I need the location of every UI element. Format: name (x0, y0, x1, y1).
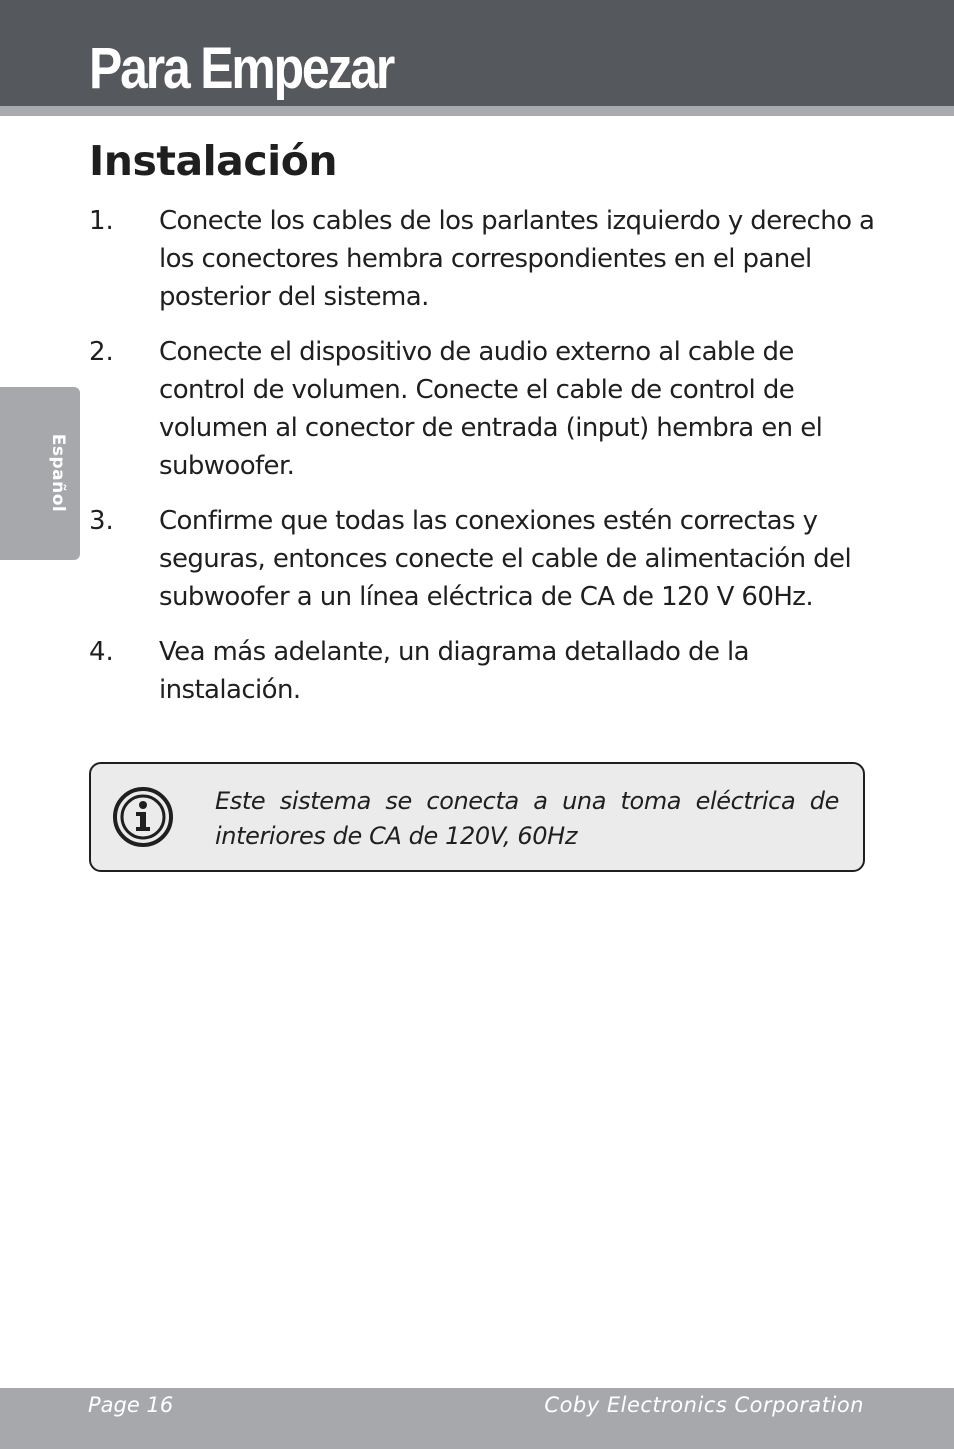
step-text: Conecte el dispositivo de audio externo al cable de control de volumen. Conecte el cable de control de volumen al conector de entrada (input) hembra en el subwoofer. (159, 337, 823, 481)
chapter-title: Para Empezar (89, 36, 394, 101)
step-item (89, 202, 879, 316)
step-number: 2. (89, 337, 114, 367)
note-text: Este sistema se conecta a una toma eléctrica de interiores de CA de 120V, 60Hz (215, 787, 839, 850)
step-number: 4. (89, 637, 114, 667)
step-item (89, 633, 879, 709)
installation-steps (89, 202, 879, 726)
language-side-tab-label: Español (48, 433, 68, 513)
info-icon (111, 785, 175, 849)
header-stripe (0, 106, 954, 116)
info-note-box (89, 762, 865, 872)
step-text: Confirme que todas las conexiones estén correctas y seguras, entonces conecte el cable de alimentación del subwoofer a un línea eléctrica de CA de 120 V 60Hz. (159, 506, 852, 612)
section-title: Instalación (89, 137, 338, 185)
step-item (89, 502, 879, 616)
step-text: Vea más adelante, un diagrama detallado de la instalación. (159, 637, 749, 705)
step-number: 3. (89, 506, 114, 536)
step-text: Conecte los cables de los parlantes izquierdo y derecho a los conectores hembra correspondientes en el panel posterior del sistema. (159, 206, 875, 312)
step-item (89, 333, 879, 485)
company-name: Coby Electronics Corporation (544, 1393, 864, 1417)
step-number: 1. (89, 206, 114, 236)
language-side-tab (0, 387, 80, 560)
page-number: Page 16 (88, 1393, 174, 1417)
